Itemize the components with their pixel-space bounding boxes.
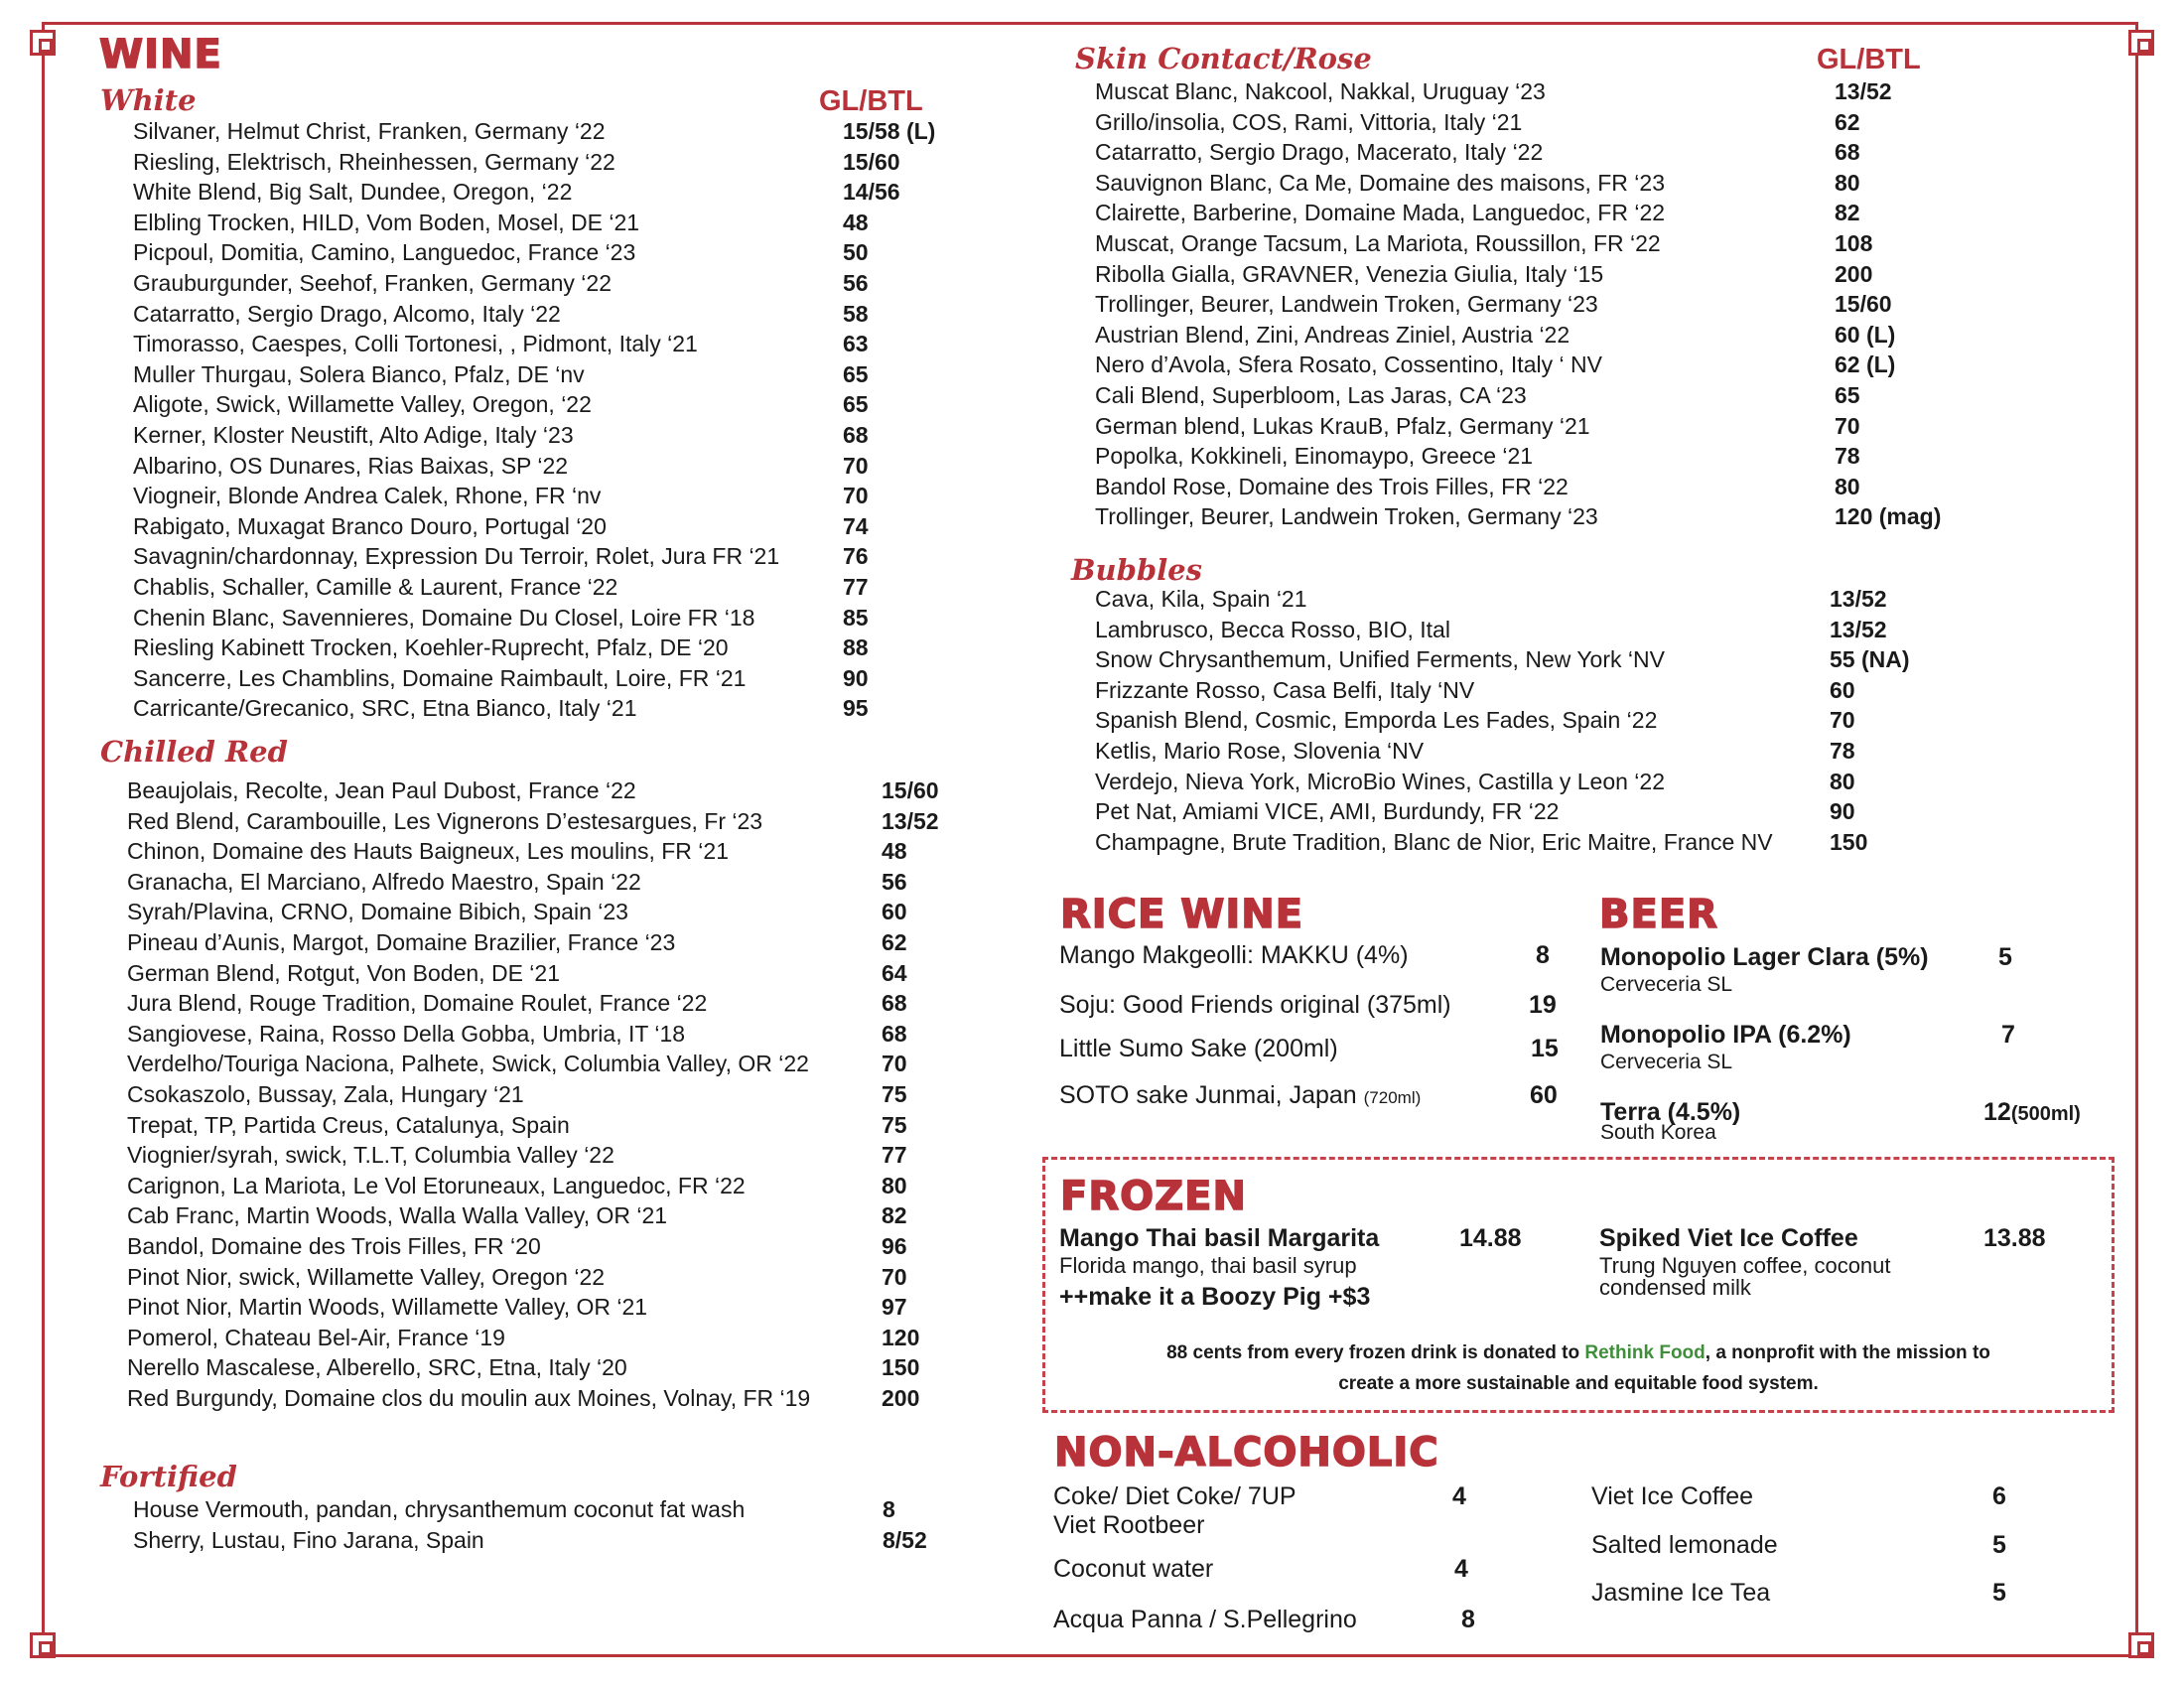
wine-price: 15/60 [882, 777, 939, 803]
beer-item-price: 5 [1998, 943, 2012, 971]
wine-list-item [127, 1140, 1050, 1171]
wine-list-item [1095, 350, 2108, 380]
wine-list-item [133, 147, 1026, 178]
wine-price: 90 [843, 664, 869, 691]
beer-heading: BEER [1599, 892, 1718, 937]
wine-name: Ribolla Gialla, GRAVNER, Venezia Giulia, Italy ‘15 [1095, 260, 1604, 287]
wine-list-item [1095, 320, 2108, 351]
wine-name: Frizzante Rosso, Casa Belfi, Italy ‘NV [1095, 676, 1475, 703]
beer-item-brewery: Cerveceria SL [1600, 973, 1733, 996]
wine-price: 65 [1835, 381, 1860, 408]
wine-price: 96 [882, 1232, 907, 1259]
wine-list-item [1095, 736, 2108, 767]
wine-price: 75 [882, 1080, 907, 1107]
wine-list-item [127, 867, 1050, 898]
wine-list-item [1095, 827, 2108, 858]
rice-item-size: (720ml) [1363, 1088, 1422, 1107]
bubbles-list [1095, 584, 2108, 857]
wine-name: Grauburgunder, Seehof, Franken, Germany ‘22 [133, 269, 613, 296]
wine-name: Nero d’Avola, Sfera Rosato, Cossentino, Italy ‘ NV [1095, 352, 1602, 378]
wine-name: Rabigato, Muxagat Branco Douro, Portugal ‘20 [133, 512, 607, 539]
na-item-price: 4 [1454, 1555, 1468, 1583]
wine-price: 70 [843, 452, 869, 479]
wine-name: Viogneir, Blonde Andrea Calek, Rhone, FR ‘nv [133, 483, 602, 509]
wine-list-item [133, 633, 1026, 663]
white-heading: White [100, 83, 197, 117]
wine-list-item [133, 603, 1026, 633]
wine-name: Aligote, Swick, Willamette Valley, Oregon, ‘22 [133, 391, 592, 418]
na-item-price: 5 [1992, 1579, 2006, 1607]
wine-list-item [133, 481, 1026, 511]
wine-name: Csokaszolo, Bussay, Zala, Hungary ‘21 [127, 1080, 524, 1107]
wine-name: Elbling Trocken, HILD, Vom Boden, Mosel, DE ‘21 [133, 209, 640, 235]
na-item-name: Jasmine Ice Tea [1591, 1579, 1771, 1607]
fortified-heading: Fortified [100, 1460, 237, 1493]
wine-price: 120 [882, 1324, 920, 1350]
rice-item-price: 19 [1529, 991, 1557, 1019]
wine-name: White Blend, Big Salt, Dundee, Oregon, ‘22 [133, 179, 573, 206]
wine-name: Red Burgundy, Domaine clos du moulin aux Moines, Volnay, FR ‘19 [127, 1384, 811, 1411]
wine-name: Chenin Blanc, Savennieres, Domaine Du Closel, Loire FR ‘18 [133, 604, 755, 631]
wine-name: German blend, Lukas KrauB, Pfalz, Germany ‘21 [1095, 412, 1590, 439]
wine-list-item [133, 511, 1026, 542]
wine-list-item [1095, 796, 2108, 827]
wine-list-item [133, 693, 1026, 724]
wine-name: Riesling, Elektrisch, Rheinhessen, Germany ‘22 [133, 148, 615, 175]
wine-name: Popolka, Kokkineli, Einomaypo, Greece ‘21 [1095, 443, 1534, 470]
beer-price-value: 12 [1983, 1098, 2011, 1126]
chilled-red-heading: Chilled Red [100, 735, 288, 769]
na-item-price: 5 [1992, 1531, 2006, 1559]
wine-price: 8 [883, 1496, 895, 1522]
wine-list-item [133, 268, 1026, 299]
wine-list-item [1095, 472, 2108, 502]
wine-name: Viognier/syrah, swick, T.L.T, Columbia Valley ‘22 [127, 1142, 614, 1169]
wine-list-item [1095, 168, 2108, 199]
wine-list-item [133, 663, 1026, 694]
wine-price: 70 [882, 1263, 907, 1290]
rice-item-label: SOTO sake Junmai, Japan [1059, 1081, 1357, 1109]
beer-item-name: Monopolio IPA (6.2%) [1600, 1021, 1851, 1049]
wine-price: 88 [843, 634, 869, 661]
wine-list-item [133, 1494, 1046, 1525]
wine-list-item [133, 116, 1026, 147]
wine-price: 150 [1830, 828, 1868, 855]
wine-list-item [127, 1019, 1050, 1050]
wine-price: 13/52 [1835, 78, 1892, 104]
frozen-item-price: 13.88 [1983, 1224, 2046, 1252]
bubbles-heading: Bubbles [1071, 553, 1202, 587]
wine-name: Spanish Blend, Cosmic, Emporda Les Fades, Spain ‘22 [1095, 707, 1658, 734]
wine-name: Cava, Kila, Spain ‘21 [1095, 586, 1307, 612]
wine-name: Chinon, Domaine des Hauts Baigneux, Les moulins, FR ‘21 [127, 838, 729, 865]
wine-price: 50 [843, 239, 869, 266]
rice-item-name: Soju: Good Friends original (375ml) [1059, 991, 1451, 1019]
wine-list-item [127, 1079, 1050, 1110]
na-item-price: 8 [1461, 1606, 1475, 1633]
wine-list-item [1095, 441, 2108, 472]
white-wine-list [133, 116, 1026, 724]
na-item-name: Viet Rootbeer [1053, 1511, 1205, 1539]
wine-name: Carignon, La Mariota, Le Vol Etoruneaux, Languedoc, FR ‘22 [127, 1172, 746, 1198]
frozen-heading: FROZEN [1060, 1174, 1247, 1219]
beer-price-size: (500ml) [2010, 1103, 2081, 1125]
wine-price: 78 [1835, 443, 1860, 470]
rice-item-name: Little Sumo Sake (200ml) [1059, 1035, 1338, 1062]
wine-name: Trollinger, Beurer, Landwein Troken, Germany ‘23 [1095, 503, 1598, 530]
wine-price: 77 [882, 1142, 907, 1169]
wine-name: Picpoul, Domitia, Camino, Languedoc, France ‘23 [133, 239, 636, 266]
wine-price: 48 [843, 209, 869, 235]
wine-name: Trepat, TP, Partida Creus, Catalunya, Spain [127, 1111, 570, 1138]
na-item-name: Coconut water [1053, 1555, 1214, 1583]
wine-list-item [133, 299, 1026, 330]
beer-item-name: Monopolio Lager Clara (5%) [1600, 943, 1929, 971]
wine-list-item [127, 958, 1050, 989]
wine-price: 15/60 [843, 148, 900, 175]
corner-ornament [30, 30, 56, 56]
beer-item-price [1983, 1098, 2081, 1127]
wine-name: Pomerol, Chateau Bel-Air, France ‘19 [127, 1324, 505, 1350]
wine-name: Timorasso, Caespes, Colli Tortonesi, , Pidmont, Italy ‘21 [133, 331, 698, 357]
wine-price: 8/52 [883, 1526, 927, 1553]
wine-list-item [1095, 644, 2108, 675]
wine-name: Albarino, OS Dunares, Rias Baixas, SP ‘22 [133, 452, 569, 479]
wine-list-item [1095, 615, 2108, 645]
wine-name: Sancerre, Les Chamblins, Domaine Raimbault, Loire, FR ‘21 [133, 664, 747, 691]
wine-name: Muscat, Orange Tacsum, La Mariota, Roussillon, FR ‘22 [1095, 229, 1661, 256]
wine-list-item [127, 1262, 1050, 1293]
wine-list-item [1095, 289, 2108, 320]
wine-price: 108 [1835, 229, 1873, 256]
wine-name: Austrian Blend, Zini, Andreas Ziniel, Austria ‘22 [1095, 321, 1570, 348]
wine-price: 13/52 [882, 807, 939, 834]
wine-price: 60 (L) [1835, 321, 1896, 348]
rice-wine-heading: RICE WINE [1060, 892, 1304, 937]
wine-name: Riesling Kabinett Trocken, Koehler-Ruprecht, Pfalz, DE ‘20 [133, 634, 729, 661]
wine-name: Granacha, El Marciano, Alfredo Maestro, Spain ‘22 [127, 868, 641, 895]
wine-list-item [1095, 584, 2108, 615]
wine-price: 95 [843, 695, 869, 722]
wine-price: 63 [843, 331, 869, 357]
wine-price: 70 [882, 1051, 907, 1077]
wine-name: Savagnin/chardonnay, Expression Du Terroir, Rolet, Jura FR ‘21 [133, 543, 780, 570]
wine-price: 62 [882, 928, 907, 955]
beer-item-price: 7 [2001, 1021, 2015, 1049]
wine-name: Clairette, Barberine, Domaine Mada, Languedoc, FR ‘22 [1095, 200, 1666, 226]
wine-list-item [1095, 380, 2108, 411]
wine-name: Ketlis, Mario Rose, Slovenia ‘NV [1095, 737, 1425, 764]
wine-list-item [127, 836, 1050, 867]
wine-price: 70 [1830, 707, 1855, 734]
wine-list-item [133, 208, 1026, 238]
wine-list-item [133, 451, 1026, 482]
wine-price: 56 [882, 868, 907, 895]
wine-name: Nerello Mascalese, Alberello, SRC, Etna, Italy ‘20 [127, 1354, 627, 1381]
wine-price: 80 [1835, 473, 1860, 499]
corner-ornament [2128, 30, 2154, 56]
wine-name: Sangiovese, Raina, Rosso Della Gobba, Umbria, IT ‘18 [127, 1020, 686, 1047]
wine-price: 80 [1835, 169, 1860, 196]
wine-name: Silvaner, Helmut Christ, Franken, Germany ‘22 [133, 118, 606, 144]
beer-item-name: Terra (4.5%) [1600, 1098, 1741, 1126]
wine-name: Grillo/insolia, COS, Rami, Vittoria, Italy ‘21 [1095, 108, 1523, 135]
non-alcoholic-heading: NON-ALCOHOLIC [1054, 1430, 1439, 1476]
wine-price: 76 [843, 543, 869, 570]
wine-price: 56 [843, 269, 869, 296]
beer-item-origin: South Korea [1600, 1121, 1716, 1144]
rice-item-price: 8 [1536, 941, 1550, 969]
wine-list-item [133, 541, 1026, 572]
wine-name: Muscat Blanc, Nakcool, Nakkal, Uruguay ‘23 [1095, 78, 1546, 104]
wine-list-item [127, 1110, 1050, 1141]
wine-price: 78 [1830, 737, 1855, 764]
wine-name: Cali Blend, Superbloom, Las Jaras, CA ‘23 [1095, 381, 1527, 408]
wine-list-item [127, 988, 1050, 1019]
wine-list-item [127, 1383, 1050, 1414]
wine-price: 65 [843, 360, 869, 387]
donation-text: 88 cents from every frozen drink is donated to [1166, 1342, 1585, 1363]
wine-name: Pinot Nior, swick, Willamette Valley, Oregon ‘22 [127, 1263, 606, 1290]
wine-name: Bandol Rose, Domaine des Trois Filles, FR ‘22 [1095, 473, 1569, 499]
wine-name: Syrah/Plavina, CRNO, Domaine Bibich, Spain ‘23 [127, 899, 628, 925]
wine-name: Beaujolais, Recolte, Jean Paul Dubost, France ‘22 [127, 777, 636, 803]
wine-price: 55 (NA) [1830, 646, 1910, 673]
wine-name: Pineau d’Aunis, Margot, Domaine Brazilier, France ‘23 [127, 928, 676, 955]
wine-list-item [1095, 76, 2108, 107]
fortified-list [133, 1494, 1046, 1555]
wine-price: 70 [1835, 412, 1860, 439]
wine-list-item [127, 927, 1050, 958]
wine-name: Jura Blend, Rouge Tradition, Domaine Roulet, France ‘22 [127, 990, 708, 1017]
wine-price: 60 [882, 899, 907, 925]
wine-price: 70 [843, 483, 869, 509]
na-item-price: 4 [1452, 1482, 1466, 1510]
frozen-upsell: ++make it a Boozy Pig +$3 [1059, 1283, 1371, 1311]
wine-list-item [1095, 228, 2108, 259]
skin-glbtl-heading: GL/BTL [1817, 44, 1921, 75]
wine-list-item [133, 359, 1026, 390]
wine-name: Trollinger, Beurer, Landwein Troken, Germany ‘23 [1095, 291, 1598, 318]
frozen-item-desc: Florida mango, thai basil syrup [1059, 1253, 1357, 1278]
wine-price: 62 [1835, 108, 1860, 135]
wine-price: 75 [882, 1111, 907, 1138]
wine-price: 120 (mag) [1835, 503, 1942, 530]
wine-list-item [127, 1323, 1050, 1353]
frozen-item-name: Spiked Viet Ice Coffee [1599, 1224, 1858, 1252]
wine-price: 97 [882, 1294, 907, 1321]
wine-name: Snow Chrysanthemum, Unified Ferments, New York ‘NV [1095, 646, 1665, 673]
wine-name: Carricante/Grecanico, SRC, Etna Bianco, Italy ‘21 [133, 695, 637, 722]
wine-list-item [127, 897, 1050, 927]
wine-list-item [127, 806, 1050, 837]
na-item-name: Coke/ Diet Coke/ 7UP [1053, 1482, 1297, 1510]
wine-list-item [133, 420, 1026, 451]
wine-price: 90 [1830, 798, 1855, 825]
wine-name: Bandol, Domaine des Trois Filles, FR ‘20 [127, 1232, 541, 1259]
wine-list-item [133, 329, 1026, 359]
wine-name: Catarratto, Sergio Drago, Alcomo, Italy ‘22 [133, 300, 561, 327]
wine-name: Verdelho/Touriga Naciona, Palhete, Swick, Columbia Valley, OR ‘22 [127, 1051, 809, 1077]
skin-contact-list [1095, 76, 2108, 532]
wine-name: Kerner, Kloster Neustift, Alto Adige, Italy ‘23 [133, 421, 574, 448]
na-item-name: Viet Ice Coffee [1591, 1482, 1754, 1510]
na-item-name: Acqua Panna / S.Pellegrino [1053, 1606, 1357, 1633]
wine-list-item [133, 572, 1026, 603]
wine-price: 85 [843, 604, 869, 631]
wine-list-item [1095, 411, 2108, 442]
wine-list-item [1095, 107, 2108, 138]
wine-name: Sauvignon Blanc, Ca Me, Domaine des maisons, FR ‘23 [1095, 169, 1666, 196]
corner-ornament [30, 1632, 56, 1658]
wine-list-item [1095, 705, 2108, 736]
wine-list-item [127, 1171, 1050, 1201]
wine-price: 48 [882, 838, 907, 865]
wine-price: 68 [882, 1020, 907, 1047]
wine-list-item [133, 389, 1026, 420]
wine-price: 80 [882, 1172, 907, 1198]
wine-price: 13/52 [1830, 586, 1887, 612]
wine-price: 77 [843, 573, 869, 600]
wine-price: 68 [882, 990, 907, 1017]
donation-note-line2: create a more sustainable and equitable food system. [1338, 1373, 1819, 1394]
na-item-price: 6 [1992, 1482, 2006, 1510]
beer-item-brewery: Cerveceria SL [1600, 1051, 1733, 1073]
wine-price: 13/52 [1830, 616, 1887, 642]
frozen-item-price: 14.88 [1459, 1224, 1522, 1252]
wine-name: Pet Nat, Amiami VICE, AMI, Burdundy, FR ‘22 [1095, 798, 1560, 825]
wine-name: House Vermouth, pandan, chrysanthemum coconut fat wash [133, 1496, 746, 1522]
wine-price: 200 [1835, 260, 1873, 287]
corner-ornament [2128, 1632, 2154, 1658]
wine-list-item [133, 1525, 1046, 1556]
wine-list-item [1095, 675, 2108, 706]
wine-price: 80 [1830, 768, 1855, 794]
wine-price: 82 [882, 1202, 907, 1229]
wine-list-item [133, 237, 1026, 268]
wine-price: 14/56 [843, 179, 900, 206]
skin-contact-heading: Skin Contact/Rose [1075, 42, 1372, 75]
wine-name: German Blend, Rotgut, Von Boden, DE ‘21 [127, 959, 560, 986]
frozen-item-desc: condensed milk [1599, 1275, 1751, 1300]
wine-price: 64 [882, 959, 907, 986]
rice-item-price: 15 [1531, 1035, 1559, 1062]
wine-price: 62 (L) [1835, 352, 1896, 378]
wine-list-item [127, 1231, 1050, 1262]
wine-price: 60 [1830, 676, 1855, 703]
wine-list-item [1095, 259, 2108, 290]
wine-name: Catarratto, Sergio Drago, Macerato, Italy ‘22 [1095, 139, 1544, 166]
white-glbtl-heading: GL/BTL [819, 85, 923, 117]
donation-note [1052, 1342, 2105, 1364]
wine-name: Lambrusco, Becca Rosso, BIO, Ital [1095, 616, 1450, 642]
donation-text: , a nonprofit with the mission to [1705, 1342, 1990, 1363]
wine-list-item [1095, 137, 2108, 168]
rethink-food-link[interactable]: Rethink Food [1584, 1342, 1706, 1363]
wine-price: 65 [843, 391, 869, 418]
rice-item-price: 60 [1530, 1081, 1558, 1109]
chilled-red-list [127, 775, 1050, 1413]
wine-price: 15/58 (L) [843, 118, 936, 144]
wine-price: 74 [843, 512, 869, 539]
wine-price: 68 [1835, 139, 1860, 166]
frozen-item-name: Mango Thai basil Margarita [1059, 1224, 1380, 1252]
wine-name: Muller Thurgau, Solera Bianco, Pfalz, DE ‘nv [133, 360, 585, 387]
frozen-item-desc: Trung Nguyen coffee, coconut [1599, 1253, 1891, 1278]
wine-name: Champagne, Brute Tradition, Blanc de Nior, Eric Maitre, France NV [1095, 828, 1773, 855]
wine-list-item [1095, 198, 2108, 228]
wine-list-item [1095, 767, 2108, 797]
wine-price: 15/60 [1835, 291, 1892, 318]
wine-list-item [127, 775, 1050, 806]
wine-heading: WINE [99, 32, 222, 77]
rice-item-name [1059, 1081, 1421, 1110]
wine-list-item [127, 1352, 1050, 1383]
rice-item-name: Mango Makgeolli: MAKKU (4%) [1059, 941, 1409, 969]
wine-name: Chablis, Schaller, Camille & Laurent, France ‘22 [133, 573, 618, 600]
wine-list-item [127, 1049, 1050, 1079]
wine-list-item [1095, 501, 2108, 532]
wine-name: Pinot Nior, Martin Woods, Willamette Valley, OR ‘21 [127, 1294, 648, 1321]
wine-price: 150 [882, 1354, 920, 1381]
wine-list-item [127, 1292, 1050, 1323]
wine-list-item [127, 1200, 1050, 1231]
na-item-name: Salted lemonade [1591, 1531, 1778, 1559]
wine-name: Verdejo, Nieva York, MicroBio Wines, Castilla y Leon ‘22 [1095, 768, 1666, 794]
wine-name: Red Blend, Carambouille, Les Vignerons D’estesargues, Fr ‘23 [127, 807, 763, 834]
wine-name: Sherry, Lustau, Fino Jarana, Spain [133, 1526, 484, 1553]
wine-name: Cab Franc, Martin Woods, Walla Walla Valley, OR ‘21 [127, 1202, 668, 1229]
wine-price: 58 [843, 300, 869, 327]
wine-price: 82 [1835, 200, 1860, 226]
wine-list-item [133, 177, 1026, 208]
wine-price: 68 [843, 421, 869, 448]
wine-price: 200 [882, 1384, 920, 1411]
